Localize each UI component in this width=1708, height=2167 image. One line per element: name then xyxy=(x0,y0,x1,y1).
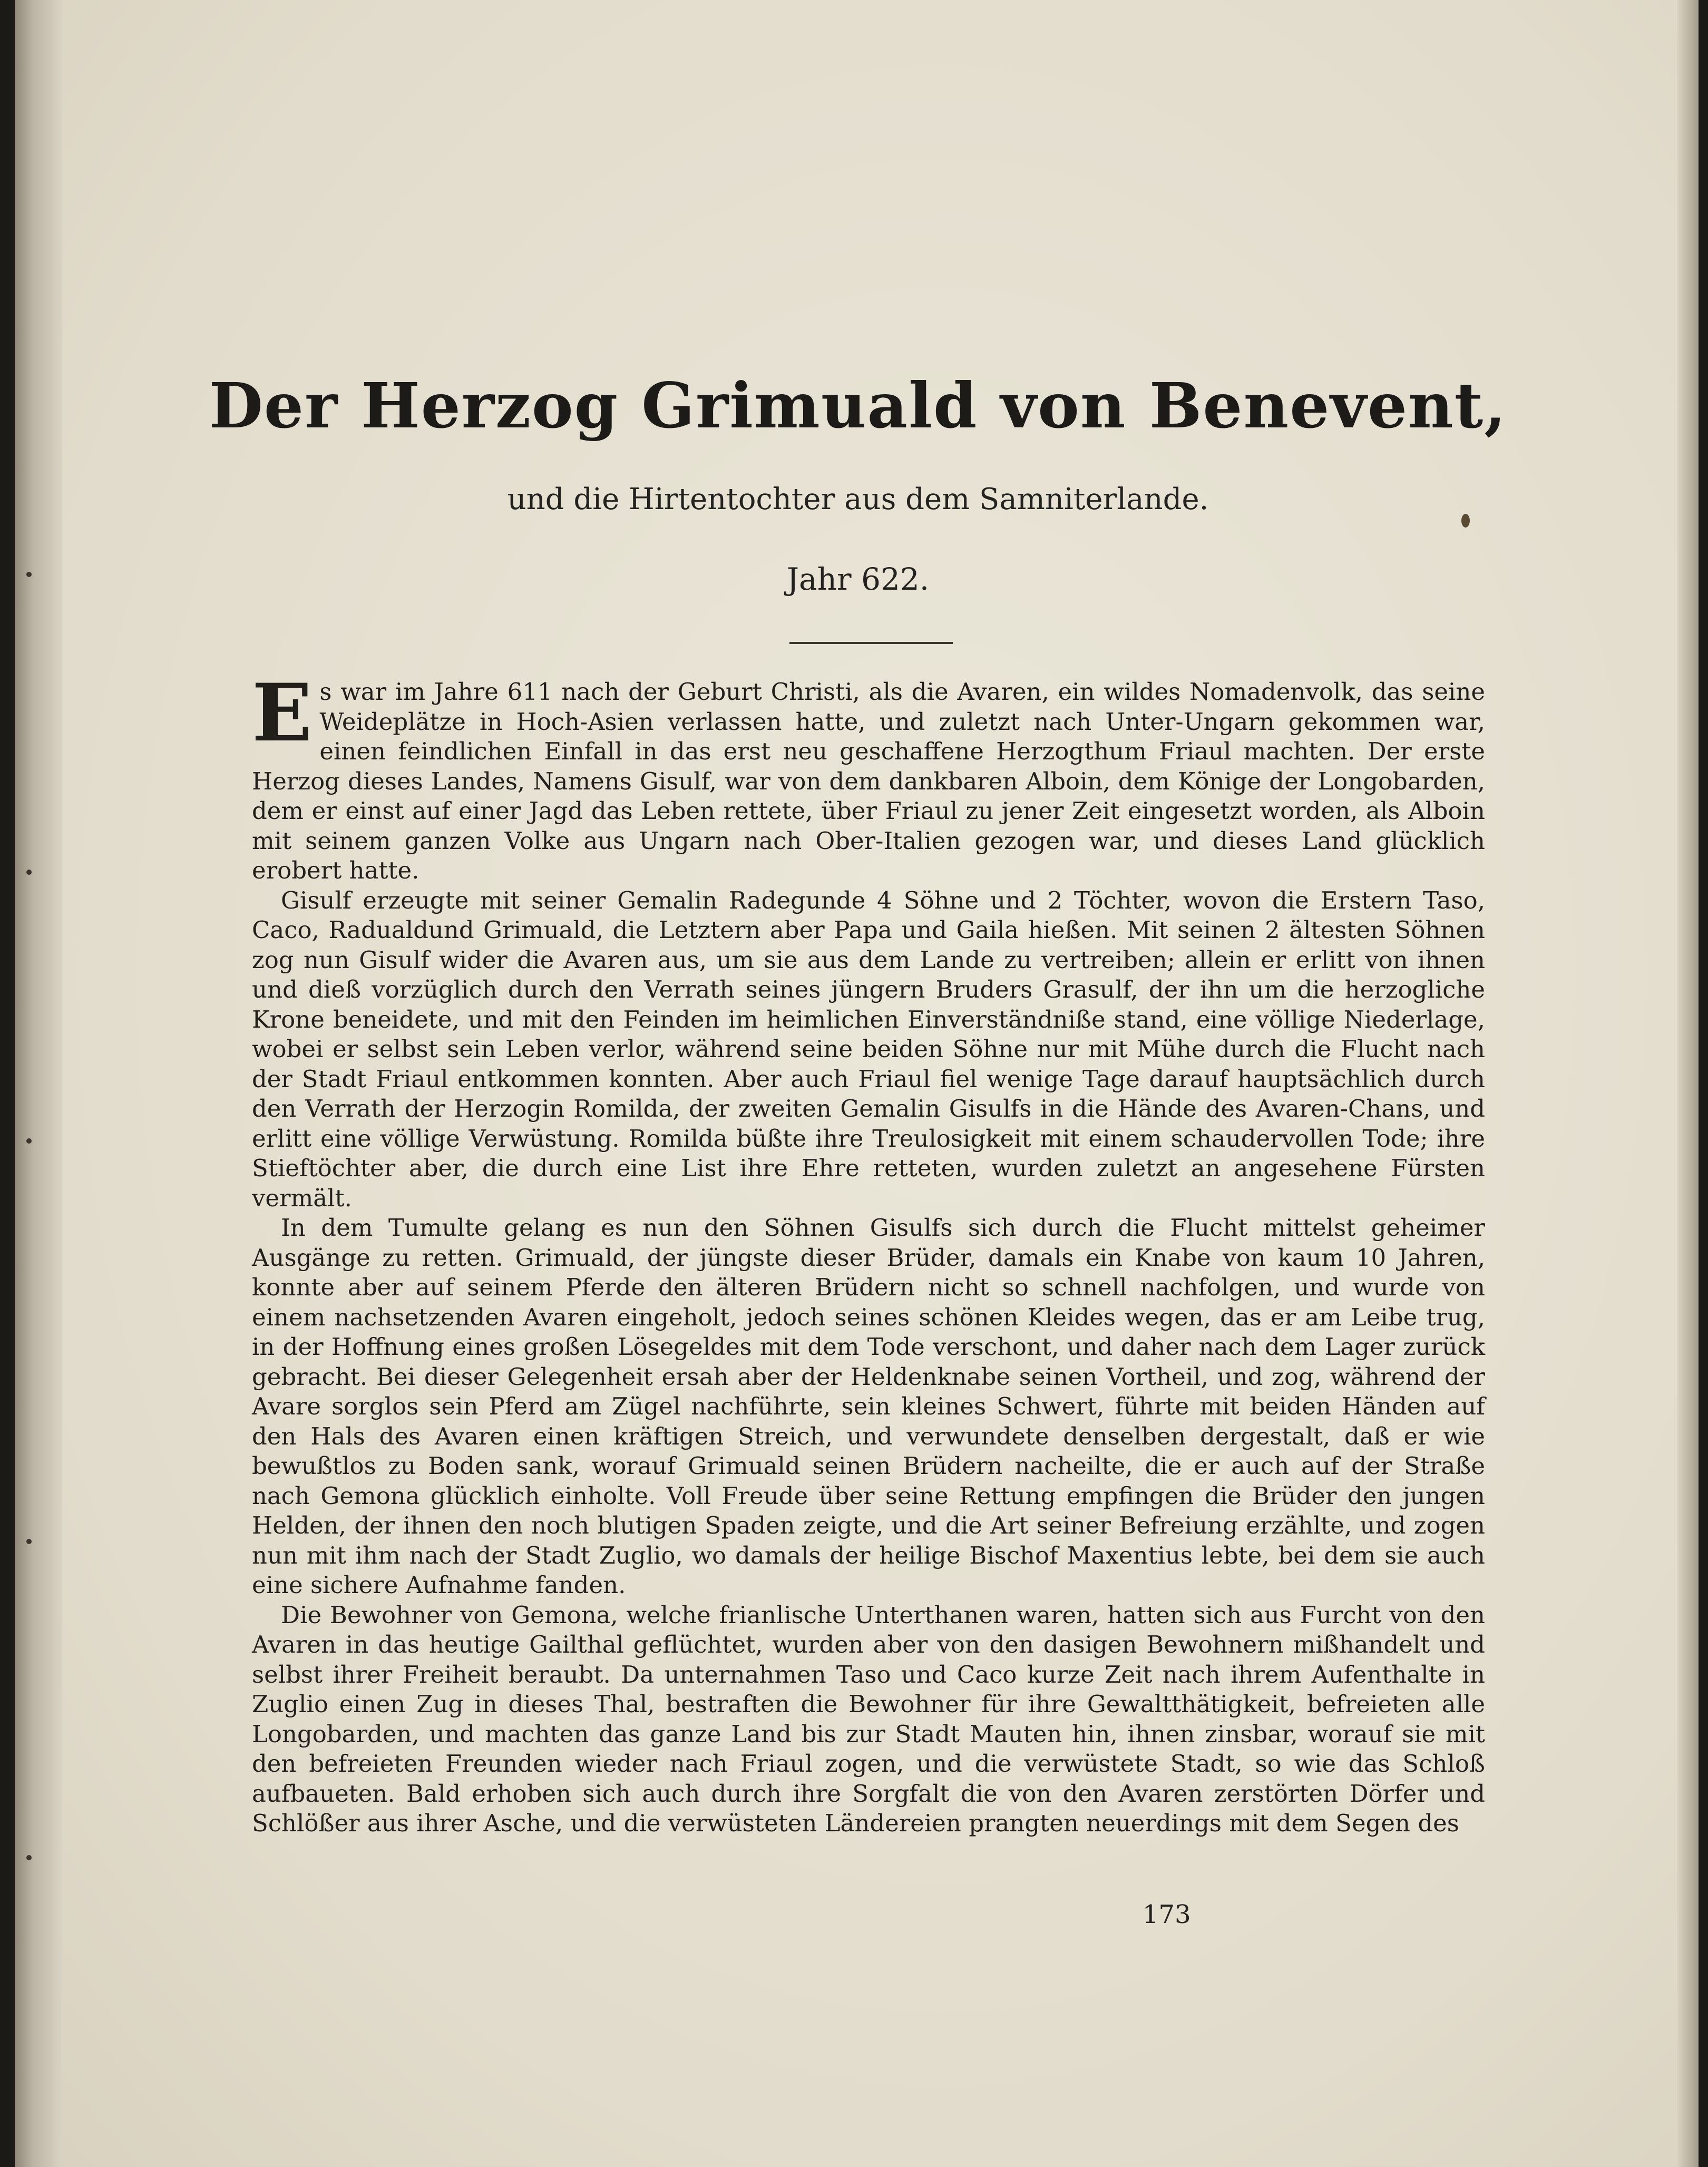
chapter-subtitle: und die Hirtentochter aus dem Samniterlande. xyxy=(507,482,1209,516)
chapter-year: Jahr 622. xyxy=(786,561,930,597)
binding-stitch xyxy=(26,1539,32,1544)
page-edge xyxy=(1677,0,1699,2167)
chapter-title: Der Herzog Grimuald von Benevent, xyxy=(209,369,1507,442)
body-text xyxy=(252,667,1485,1839)
paragraph: Gisulf erzeugte mit seiner Gemalin Radegunde 4 Söhne und 2 Töchter, wovon die Erstern Taso, Caco, Radualdund Grimuald, die Letztern aber Papa und Gaila hießen. Mit seinen 2 ältesten Söhnen zog nun Gisulf wider die Avaren aus, um sie aus dem Lande zu vertreiben; allein er erlitt von ihnen und dieß vorzüglich durch den Verrath seines jüngern Bruders Grasulf, der ihn um die herzogliche Krone beneidete, und mit den Feinden im heimlichen Einverständniße stand, eine völlige Niederlage, wobei er selbst sein Leben verlor, während seine beiden Söhne nur mit Mühe durch die Flucht nach der Stadt Friaul entkommen konnten. Aber auch Friaul fiel wenige Tage darauf hauptsächlich durch den Verrath der Herzogin Romilda, der zweiten Gemalin Gisulfs in die Hände des Avaren-Chans, und erlitt eine völlige Verwüstung. Romilda büßte ihre Treulosigkeit mit einem schaudervollen Tode; ihre Stieftöchter aber, die durch eine List ihre Ehre retteten, wurden zuletzt an angesehene Fürsten vermält. xyxy=(252,886,1485,1212)
title-divider xyxy=(789,642,953,644)
binding-stitch xyxy=(26,870,32,875)
paragraph: Es war im Jahre 611 nach der Geburt Christi, als die Avaren, ein wildes Nomadenvolk, das seine Weideplätze in Hoch-Asien verlassen hatte, und zuletzt nach Unter-Ungarn gekommen war, einen feindlichen Einfall in das erst neu geschaffene Herzogthum Friaul machten. Der erste Herzog dieses Landes, Namens Gisulf, war von dem dankbaren Alboin, dem Könige der Longobarden, dem er einst auf einer Jagd das Leben rettete, über Friaul zu jener Zeit eingesetzt worden, als Alboin mit seinem ganzen Volke aus Ungarn nach Ober-Italien gezogen war, und dieses Land glücklich erobert hatte. xyxy=(252,667,1485,884)
paragraph: Die Bewohner von Gemona, welche frianlische Unterthanen waren, hatten sich aus Furcht von den Avaren in das heutige Gailthal geflüchtet, wurden aber von den dasigen Bewohnern mißhandelt und selbst ihrer Freiheit beraubt. Da unternahmen Taso und Caco kurze Zeit nach ihrem Aufenthalte in Zuglio einen Zug in dieses Thal, bestraften die Bewohner für ihre Gewaltthätigkeit, befreieten alle Longobarden, und machten das ganze Land bis zur Stadt Mauten hin, ihnen zinsbar, worauf sie mit den befreieten Freunden wieder nach Friaul zogen, und die verwüstete Stadt, so wie das Schloß aufbaueten. Bald erhoben sich auch durch ihre Sorgfalt die von den Avaren zerstörten Dörfer und Schlößer aus ihrer Asche, und die verwüsteten Ländereien prangten neuerdings mit dem Segen des xyxy=(252,1600,1485,1837)
binding-stitch xyxy=(26,572,32,577)
drop-cap: E xyxy=(252,667,313,759)
binding-stitch xyxy=(26,1855,32,1860)
book-spine xyxy=(15,0,62,2167)
book-page xyxy=(15,0,1699,2167)
paragraph: In dem Tumulte gelang es nun den Söhnen Gisulfs sich durch die Flucht mittelst geheimer Ausgänge zu retten. Grimuald, der jüngste dieser Brüder, damals ein Knabe von kaum 10 Jahren, konnte aber auf seinem Pferde den älteren Brüdern nicht so schnell nachfolgen, und wurde von einem nachsetzenden Avaren eingeholt, jedoch seines schönen Kleides wegen, das er am Leibe trug, in der Hoffnung eines großen Lösegeldes mit dem Tode verschont, und daher nach dem Lager zurück gebracht. Bei dieser Gelegenheit ersah aber der Heldenknabe seinen Vortheil, und zog, während der Avare sorglos sein Pferd am Zügel nachführte, sein kleines Schwert, führte mit beiden Händen auf den Hals des Avaren einen kräftigen Streich, und verwundete denselben dergestalt, daß er wie bewußtlos zu Boden sank, worauf Grimuald seinen Brüdern nacheilte, die er auch auf der Straße nach Gemona glücklich einholte. Voll Freude über seine Rettung empfingen die Brüder den jungen Helden, der ihnen den noch blutigen Spaden zeigte, und die Art seiner Befreiung erzählte, und zogen nun mit ihm nach der Stadt Zuglio, wo damals der heilige Bischof Maxentius lebte, bei dem sie auch eine sichere Aufnahme fanden. xyxy=(252,1214,1485,1599)
binding-stitch xyxy=(26,1138,32,1144)
page-number: 173 xyxy=(1143,1900,1191,1929)
